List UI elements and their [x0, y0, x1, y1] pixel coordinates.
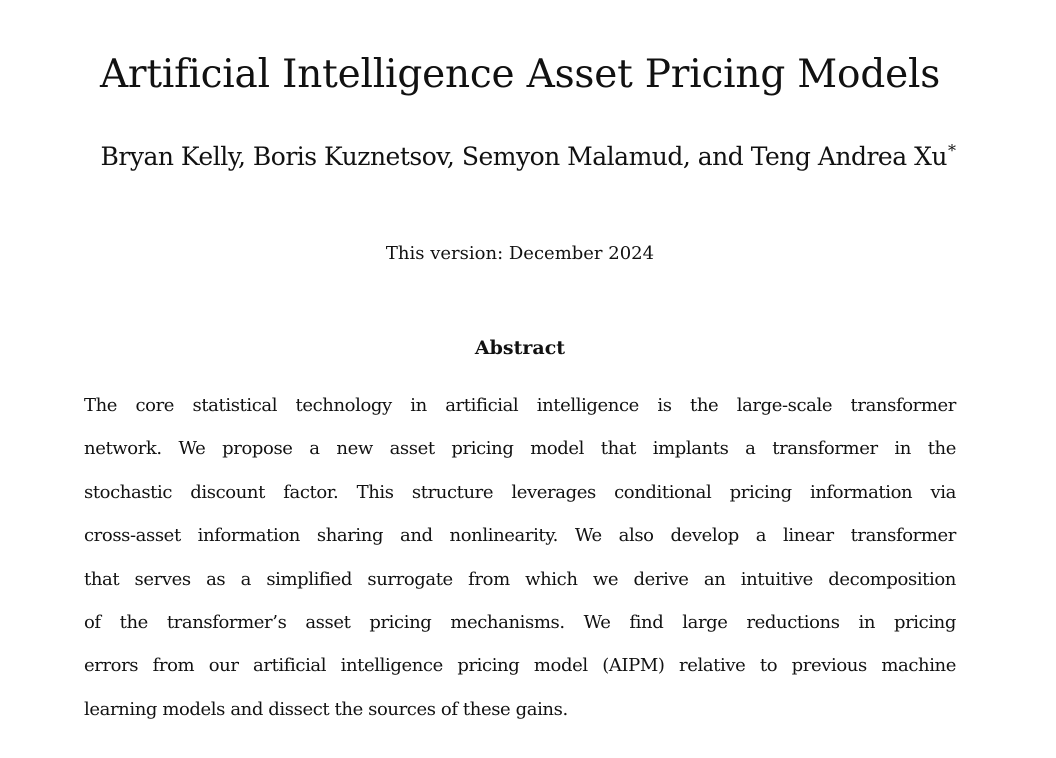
abstract-line: The core statistical technology in artificial intelligence is the large-scale transformer — [84, 395, 956, 416]
author-names: Bryan Kelly, Boris Kuznetsov, Semyon Malamud, and Teng Andrea Xu — [100, 142, 947, 171]
paper-title: Artificial Intelligence Asset Pricing Models — [99, 52, 941, 97]
abstract-line: cross-asset information sharing and nonlinearity. We also develop a linear transformer — [84, 525, 956, 547]
abstract-line: learning models and dissect the sources of these gains. — [84, 698, 568, 720]
version-date: This version: December 2024 — [385, 243, 655, 264]
abstract-line: errors from our artificial intelligence pricing model (AIPM) relative to previous machine — [84, 655, 956, 677]
abstract-heading: Abstract — [474, 337, 566, 359]
abstract-line: that serves as a simplified surrogate from which we derive an intuitive decomposition — [84, 568, 956, 590]
abstract-line: network. We propose a new asset pricing model that implants a transformer in the — [84, 438, 956, 460]
abstract-line: stochastic discount factor. This structure leverages conditional pricing information via — [84, 481, 956, 503]
abstract-text — [84, 384, 956, 731]
author-list — [0, 140, 1056, 174]
abstract-line: of the transformer’s asset pricing mechanisms. We find large reductions in pricing — [84, 611, 956, 633]
author-footnote-mark: * — [947, 141, 956, 160]
